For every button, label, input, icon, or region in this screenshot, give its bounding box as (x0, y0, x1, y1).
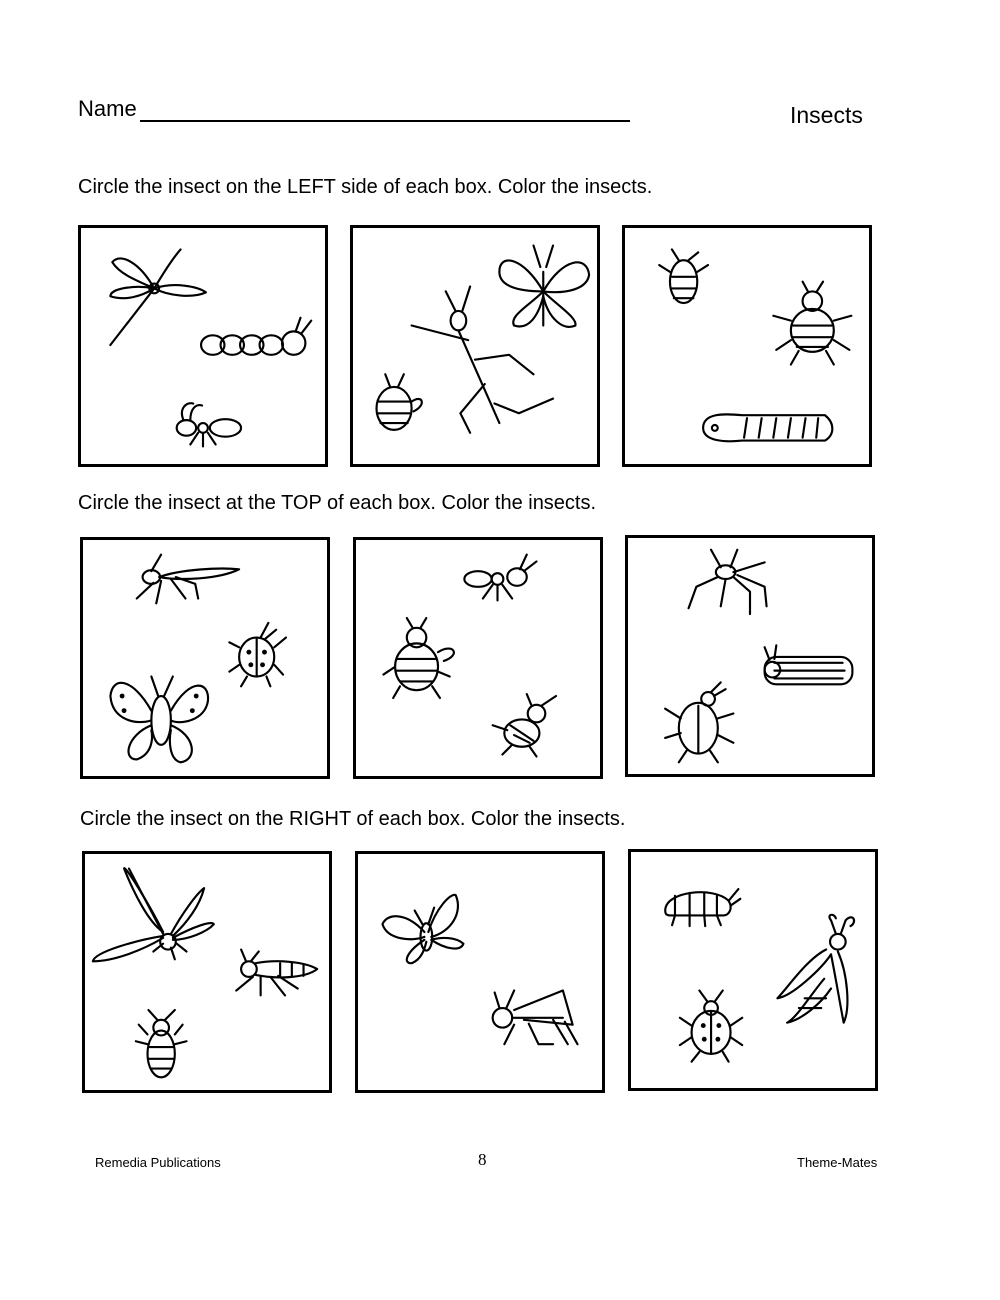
bee-icon (383, 618, 453, 698)
picture-box[interactable] (78, 225, 328, 467)
insect-drawings (83, 540, 327, 776)
caterpillar-icon (201, 318, 311, 355)
butterfly-icon (382, 895, 463, 963)
ladybug-icon (229, 623, 286, 686)
picture-box[interactable] (628, 849, 878, 1091)
grasshopper-icon (236, 950, 317, 996)
insect-drawings (85, 854, 329, 1090)
page-number: 8 (478, 1150, 487, 1169)
dragonfly-icon (110, 249, 206, 345)
instruction-left: Circle the insect on the LEFT side of each box. Color the insects. (78, 176, 653, 198)
insect-drawings (81, 228, 325, 464)
butterfly-icon (110, 677, 208, 763)
name-line[interactable] (140, 120, 630, 122)
insect-drawings (625, 228, 869, 464)
butterfly-icon (499, 246, 589, 327)
picture-box[interactable] (622, 225, 872, 467)
grub-icon (703, 414, 832, 441)
name-label: Name (78, 96, 137, 121)
ladybug-icon (680, 990, 742, 1061)
insect-drawings (356, 540, 600, 776)
picture-box[interactable] (353, 537, 603, 779)
walking-stick-icon (412, 287, 553, 433)
picture-box[interactable] (350, 225, 600, 467)
fly-icon (493, 694, 556, 756)
picture-box[interactable] (625, 535, 875, 777)
picture-box[interactable] (355, 851, 605, 1093)
dragonfly-icon (93, 868, 214, 961)
ant-icon (177, 403, 241, 446)
insect-drawings (631, 852, 875, 1088)
beetle-icon (773, 282, 851, 365)
insect-drawings (628, 538, 872, 774)
insect-drawings (358, 854, 602, 1090)
mosquito-icon (137, 555, 239, 604)
bee-icon (377, 374, 422, 430)
worksheet-title: Insects (790, 102, 863, 128)
fly-icon (659, 249, 708, 303)
ant-icon (464, 555, 536, 601)
insect-drawings (353, 228, 597, 464)
grasshopper-icon (493, 991, 578, 1045)
caterpillar-icon (765, 645, 853, 684)
beetle-icon (665, 889, 740, 926)
wasp-icon (777, 915, 854, 1023)
beetle-icon (665, 682, 733, 762)
picture-box[interactable] (80, 537, 330, 779)
instruction-right: Circle the insect on the RIGHT of each box. Color the insects. (80, 808, 626, 830)
instruction-top: Circle the insect at the TOP of each box. Color the insects. (78, 492, 597, 514)
publisher-name: Remedia Publications (95, 1155, 221, 1170)
fly-icon (136, 1010, 187, 1077)
mosquito-icon (689, 550, 767, 614)
series-name: Theme-Mates (797, 1155, 878, 1170)
picture-box[interactable] (82, 851, 332, 1093)
